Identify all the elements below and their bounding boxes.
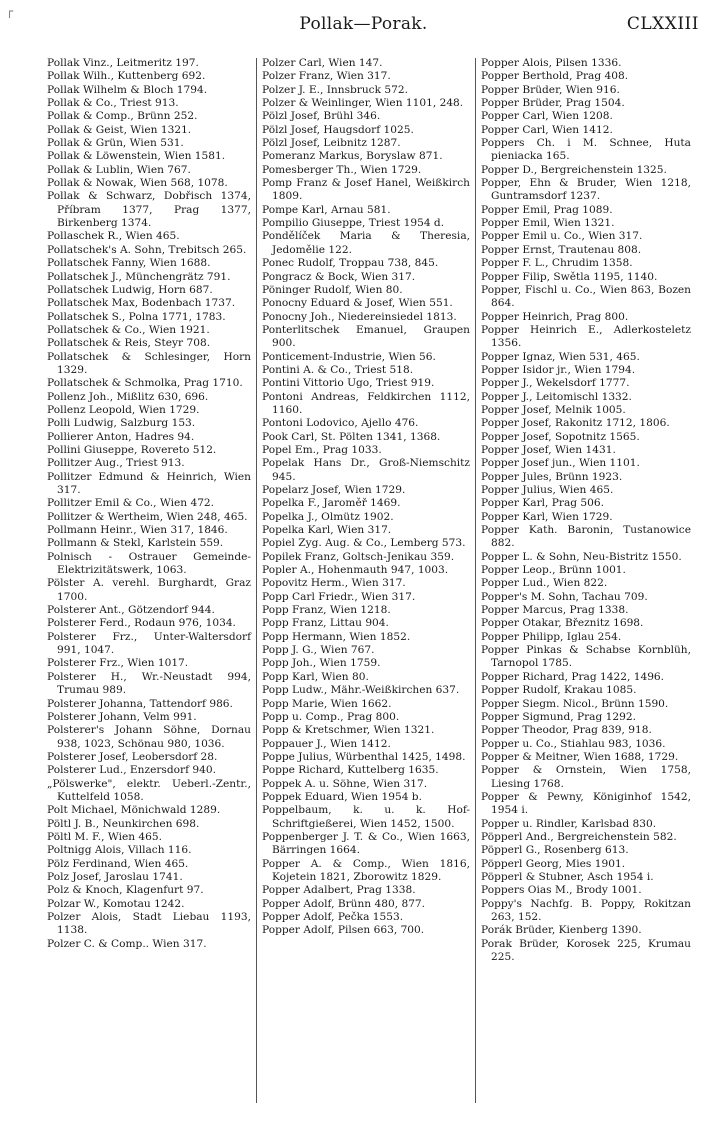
- directory-entry: Porák Brüder, Kienberg 1390.: [481, 924, 642, 937]
- directory-entry: Pomp Franz & Josef Hanel, Weißkirch 1809.: [262, 177, 470, 203]
- directory-entry: Pölzl Josef, Haugsdorf 1025.: [262, 123, 414, 136]
- directory-entry: „Pölswerke", elektr. Ueberl.-Zentr., Kuttelfeld 1058.: [47, 777, 251, 803]
- directory-entry: Ponocny Joh., Niedereinsiedel 1813.: [262, 310, 457, 323]
- directory-entry: Popper Emil, Prag 1089.: [481, 203, 613, 216]
- directory-entry: Popelka Karl, Wien 317.: [262, 524, 392, 537]
- directory-entry: Popper D., Bergreichenstein 1325.: [481, 163, 667, 176]
- directory-entry: Pompe Karl, Arnau 581.: [262, 203, 391, 216]
- directory-entry: Pollenz Joh., Mißlitz 630, 696.: [47, 390, 209, 403]
- directory-entry: Poltnigg Alois, Villach 116.: [47, 844, 192, 857]
- directory-entry: Popper Josef, Sopotnitz 1565.: [481, 430, 640, 443]
- directory-entry: Popper Carl, Wien 1208.: [481, 110, 613, 123]
- directory-entry: Pomeranz Markus, Boryslaw 871.: [262, 150, 443, 163]
- directory-entry: Popelka F., Jaroměř 1469.: [262, 497, 401, 510]
- directory-entry: Popper & Meitner, Wien 1688, 1729.: [481, 750, 679, 763]
- directory-entry: Poppe Richard, Kuttelberg 1635.: [262, 764, 439, 777]
- corner-mark: ┌: [6, 4, 14, 18]
- directory-entry: Poppe Julius, Würbenthal 1425, 1498.: [262, 750, 466, 763]
- column-left: [47, 57, 251, 951]
- directory-entry: Popper Lud., Wien 822.: [481, 577, 608, 590]
- directory-entry: Pollitzer Emil & Co., Wien 472.: [47, 497, 215, 510]
- directory-entry: Porak Brüder, Korosek 225, Krumau 225.: [481, 937, 691, 964]
- directory-entry: Polsterer Frz., Wien 1017.: [47, 657, 189, 670]
- directory-entry: Pollak & Co., Triest 913.: [47, 97, 179, 110]
- directory-entry: Ponocny Eduard & Josef, Wien 551.: [262, 297, 453, 310]
- directory-entry: Pöltl J. B., Neunkirchen 698.: [47, 817, 200, 830]
- directory-entry: Pollatschek Max, Bodenbach 1737.: [47, 297, 236, 310]
- directory-entry: Pollatschek Ludwig, Horn 687.: [47, 283, 213, 296]
- directory-entry: Popper, Ehn & Bruder, Wien 1218, Guntramsdorf 1237.: [481, 177, 691, 203]
- directory-entry: Popp Hermann, Wien 1852.: [262, 630, 411, 643]
- directory-entry: Popler A., Hohenmauth 947, 1003.: [262, 564, 449, 577]
- directory-entry: Polz Josef, Jaroslau 1741.: [47, 870, 183, 883]
- directory-entry: Popper Leop., Brünn 1001.: [481, 564, 626, 577]
- directory-entry: Polsterer Frz., Unter-Waltersdorf 991, 1047.: [47, 630, 251, 657]
- directory-entry: Popper Siegm. Nicol., Brünn 1590.: [481, 697, 669, 710]
- directory-entry: Polnisch - Ostrauer Gemeinde-Elektrizitätswerk, 1063.: [47, 550, 251, 577]
- column-divider: [256, 58, 257, 1103]
- directory-entry: Popper u. Rindler, Karlsbad 830.: [481, 817, 657, 830]
- directory-entry: Pölzl Josef, Leibnitz 1287.: [262, 137, 401, 150]
- directory-entry: Popper Alois, Pilsen 1336.: [481, 57, 622, 69]
- directory-entry: Pollak Wilh., Kuttenberg 692.: [47, 70, 206, 83]
- directory-entry: Pontini Vittorio Ugo, Triest 919.: [262, 377, 435, 390]
- directory-entry: Polsterer's Johann Söhne, Dornau 938, 1023, Schönau 980, 1036.: [47, 724, 251, 750]
- directory-entry: Polz & Knoch, Klagenfurt 97.: [47, 884, 204, 897]
- page-number: CLXXIII: [626, 14, 699, 34]
- directory-entry: Popper A. & Comp., Wien 1816, Kojetein 1821, Zborowitz 1829.: [262, 857, 470, 883]
- directory-entry: Popper F. L., Chrudim 1358.: [481, 257, 633, 270]
- directory-entry: Polsterer Lud., Enzersdorf 940.: [47, 764, 216, 777]
- directory-entry: Popper L. & Sohn, Neu-Bistritz 1550.: [481, 550, 682, 563]
- directory-entry: Pollak & Löwenstein, Wien 1581.: [47, 150, 226, 163]
- directory-entry: Popper Ernst, Trautenau 808.: [481, 243, 642, 256]
- directory-entry: Popper u. Co., Stiahlau 983, 1036.: [481, 737, 666, 750]
- directory-entry: Pondělíček Maria & Theresia, Jedomělie 122.: [262, 230, 470, 256]
- directory-entry: Polsterer Johanna, Tattendorf 986.: [47, 697, 233, 710]
- directory-entry: Pollmann Heinr., Wien 317, 1846.: [47, 524, 228, 537]
- directory-entry: Popp Joh., Wien 1759.: [262, 657, 381, 670]
- directory-entry: Popper Josef, Wien 1431.: [481, 443, 616, 456]
- directory-entry: Polsterer Ant., Götzendorf 944.: [47, 604, 215, 617]
- directory-entry: Popelarz Josef, Wien 1729.: [262, 484, 406, 496]
- directory-entry: Pongracz & Bock, Wien 317.: [262, 270, 416, 283]
- directory-entry: Popper Jules, Brünn 1923.: [481, 470, 623, 483]
- directory-entry: Popper Pinkas & Schabse Kornblüh, Tarnopol 1785.: [481, 644, 691, 670]
- directory-entry: Pollak & Grün, Wien 531.: [47, 137, 184, 150]
- directory-entry: Pomesberger Th., Wien 1729.: [262, 163, 422, 176]
- directory-entry: Popper & Pewny, Königinhof 1542, 1954 i.: [481, 790, 691, 817]
- directory-entry: Popp Franz, Wien 1218.: [262, 604, 391, 617]
- directory-entry: Popper Josef, Rakonitz 1712, 1806.: [481, 417, 670, 430]
- directory-entry: Pontoni Andreas, Feldkirchen 1112, 1160.: [262, 390, 470, 416]
- directory-entry: Pollak & Comp., Brünn 252.: [47, 110, 198, 123]
- directory-entry: Popper Adolf, Pečka 1553.: [262, 911, 404, 923]
- directory-entry: Popper Brüder, Wien 916.: [481, 83, 620, 96]
- directory-entry: Popp Ludw., Mähr.-Weißkirchen 637.: [262, 684, 460, 697]
- directory-entry: Popper Isidor jr., Wien 1794.: [481, 363, 636, 376]
- directory-entry: Popper Emil, Wien 1321.: [481, 217, 615, 230]
- directory-entry: Popelak Hans Dr., Groß-Niemschitz 945.: [262, 457, 470, 483]
- directory-entry: Popper Karl, Wien 1729.: [481, 510, 613, 523]
- column-middle: [262, 57, 470, 938]
- directory-entry: Popper Karl, Prag 506.: [481, 497, 605, 510]
- directory-entry: Pölster A. verehl. Burghardt, Graz 1700.: [47, 577, 251, 603]
- column-divider: [475, 58, 476, 1103]
- directory-entry: Popper Adolf, Pilsen 663, 700.: [262, 924, 425, 937]
- directory-entry: Popp Karl, Wien 80.: [262, 670, 369, 683]
- directory-entry: Popper Carl, Wien 1412.: [481, 123, 613, 136]
- directory-entry: Pölzl Josef, Brühl 346.: [262, 110, 381, 123]
- directory-entry: Pollitzer & Wertheim, Wien 248, 465.: [47, 510, 248, 523]
- directory-entry: Popp u. Comp., Prag 800.: [262, 710, 400, 723]
- directory-entry: Pompilio Giuseppe, Triest 1954 d.: [262, 217, 445, 230]
- directory-entry: Pollitzer Aug., Triest 913.: [47, 457, 185, 470]
- directory-entry: Popper Adolf, Brünn 480, 877.: [262, 897, 426, 910]
- directory-entry: Popp Franz, Littau 904.: [262, 617, 389, 630]
- directory-entry: Popper Theodor, Prag 839, 918.: [481, 724, 652, 737]
- directory-entry: Popper Philipp, Iglau 254.: [481, 630, 622, 643]
- directory-entry: Pollatschek & Reis, Steyr 708.: [47, 337, 211, 350]
- directory-entry: Poppauer J., Wien 1412.: [262, 737, 391, 750]
- directory-entry: Pollatschek & Schmolka, Prag 1710.: [47, 377, 243, 390]
- directory-entry: Pöpperl G., Rosenberg 613.: [481, 844, 629, 857]
- directory-entry: Popper Heinrich E., Adlerkosteletz 1356.: [481, 323, 691, 350]
- directory-entry: Pollaschek R., Wien 465.: [47, 230, 180, 243]
- directory-entry: Popper Marcus, Prag 1338.: [481, 604, 629, 617]
- directory-entry: Pontoni Lodovico, Ajello 476.: [262, 417, 419, 430]
- directory-entry: Polzer Franz, Wien 317.: [262, 70, 391, 83]
- page-title: Pollak—Porak.: [299, 14, 428, 34]
- directory-entry: Pöltl M. F., Wien 465.: [47, 830, 162, 843]
- directory-entry: Popp Carl Friedr., Wien 317.: [262, 590, 416, 603]
- directory-entry: Popper Heinrich, Prag 800.: [481, 310, 629, 323]
- directory-entry: Popel Em., Prag 1033.: [262, 443, 382, 456]
- directory-entry: Polzer Carl, Wien 147.: [262, 57, 383, 69]
- directory-entry: Ponterlitschek Emanuel, Graupen 900.: [262, 323, 470, 350]
- page-header: [0, 14, 727, 42]
- directory-entry: Pollatschek & Co., Wien 1921.: [47, 323, 210, 336]
- directory-entry: Pollak Wilhelm & Bloch 1794.: [47, 83, 208, 96]
- directory-entry: Popper Josef, Melnik 1005.: [481, 403, 626, 416]
- directory-entry: Pollenz Leopold, Wien 1729.: [47, 403, 200, 416]
- directory-entry: Popper, Fischl u. Co., Wien 863, Bozen 864.: [481, 283, 691, 310]
- directory-entry: Pollak & Nowak, Wien 568, 1078.: [47, 177, 228, 190]
- directory-entry: Popper Adalbert, Prag 1338.: [262, 884, 416, 897]
- directory-entry: Polzer J. E., Innsbruck 572.: [262, 83, 408, 96]
- directory-entry: Polzer Alois, Stadt Liebau 1193, 1138.: [47, 911, 251, 937]
- directory-entry: Polsterer Ferd., Rodaun 976, 1034.: [47, 617, 236, 630]
- directory-entry: Polsterer H., Wr.-Neustadt 994, Trumau 989.: [47, 670, 251, 697]
- directory-entry: Ponec Rudolf, Troppau 738, 845.: [262, 257, 439, 270]
- directory-entry: Polzer C. & Comp.. Wien 317.: [47, 937, 207, 950]
- directory-entry: Popper Josef jun., Wien 1101.: [481, 457, 640, 470]
- directory-entry: Pollatschek J., Münchengrätz 791.: [47, 270, 231, 283]
- directory-entry: Popper Julius, Wien 465.: [481, 484, 614, 496]
- directory-entry: Popper Ignaz, Wien 531, 465.: [481, 350, 640, 363]
- directory-entry: Popovitz Herm., Wien 317.: [262, 577, 406, 590]
- directory-entry: Pöpperl & Stubner, Asch 1954 i.: [481, 870, 654, 883]
- directory-entry: Pollatschek Fanny, Wien 1688.: [47, 257, 211, 270]
- directory-entry: Popper Berthold, Prag 408.: [481, 70, 629, 83]
- directory-entry: Pöpperl Georg, Mies 1901.: [481, 857, 626, 870]
- directory-entry: Popp & Kretschmer, Wien 1321.: [262, 724, 435, 737]
- directory-entry: Poppek Eduard, Wien 1954 b.: [262, 790, 422, 803]
- directory-entry: Ponticement-Industrie, Wien 56.: [262, 350, 436, 363]
- directory-entry: Poppenberger J. T. & Co., Wien 1663, Bärringen 1664.: [262, 830, 470, 857]
- column-right: [481, 57, 691, 964]
- directory-entry: Polt Michael, Mönichwald 1289.: [47, 804, 221, 817]
- directory-entry: Popp Marie, Wien 1662.: [262, 697, 392, 710]
- directory-entry: Popper & Ornstein, Wien 1758, Liesing 1768.: [481, 764, 691, 790]
- directory-entry: Pollak & Lublin, Wien 767.: [47, 163, 191, 176]
- directory-entry: Pollak Vinz., Leitmeritz 197.: [47, 57, 199, 69]
- directory-entry: Pollatschek & Schlesinger, Horn 1329.: [47, 350, 251, 376]
- directory-entry: Poppek A. u. Söhne, Wien 317.: [262, 777, 428, 790]
- directory-entry: Pöninger Rudolf, Wien 80.: [262, 283, 403, 296]
- directory-entry: Popelka J., Olmütz 1902.: [262, 510, 394, 523]
- directory-entry: Popp J. G., Wien 767.: [262, 644, 375, 657]
- directory-entry: Popper J., Wekelsdorf 1777.: [481, 377, 630, 390]
- directory-entry: Poppy's Nachfg. B. Poppy, Rokitzan 263, 152.: [481, 897, 691, 923]
- directory-entry: Poppelbaum, k. u. k. Hof-Schriftgießerei, Wien 1452, 1500.: [262, 804, 470, 830]
- directory-entry: Polzar W., Komotau 1242.: [47, 897, 185, 910]
- directory-entry: Popper's M. Sohn, Tachau 709.: [481, 590, 648, 603]
- directory-entry: Pollini Giuseppe, Rovereto 512.: [47, 443, 217, 456]
- directory-entry: Pollierer Anton, Hadres 94.: [47, 430, 195, 443]
- directory-entry: Popper Brüder, Prag 1504.: [481, 97, 625, 110]
- directory-entry: Poppers Oias M., Brody 1001.: [481, 884, 642, 897]
- directory-entry: Pontini A. & Co., Triest 518.: [262, 363, 414, 376]
- directory-entry: Popper Sigmund, Prag 1292.: [481, 710, 636, 723]
- directory-entry: Polli Ludwig, Salzburg 153.: [47, 417, 196, 430]
- directory-entry: Pöpperl And., Bergreichenstein 582.: [481, 830, 677, 843]
- directory-entry: Popiel Zyg. Aug. & Co., Lemberg 573.: [262, 537, 466, 550]
- directory-entry: Popper Emil u. Co., Wien 317.: [481, 230, 643, 243]
- directory-entry: Popilek Franz, Goltsch-Jenikau 359.: [262, 550, 455, 563]
- directory-entry: Polsterer Josef, Leobersdorf 28.: [47, 750, 218, 763]
- directory-entry: Pölz Ferdinand, Wien 465.: [47, 857, 189, 870]
- directory-entry: Popper J., Leitomischl 1332.: [481, 390, 632, 403]
- directory-entry: Pook Carl, St. Pölten 1341, 1368.: [262, 430, 441, 443]
- directory-entry: Pollatschek S., Polna 1771, 1783.: [47, 310, 226, 323]
- directory-entry: Popper Richard, Prag 1422, 1496.: [481, 670, 665, 683]
- directory-entry: Polzer & Weinlinger, Wien 1101, 248.: [262, 97, 464, 110]
- directory-entry: Pollak & Schwarz, Dobřisch 1374, Příbram 1377, Prag 1377, Birkenberg 1374.: [47, 190, 251, 230]
- directory-entry: Popper Filip, Swětla 1195, 1140.: [481, 270, 658, 283]
- directory-entry: Popper Kath. Baronin, Tustanowice 882.: [481, 524, 691, 550]
- directory-entry: Pollitzer Edmund & Heinrich, Wien 317.: [47, 470, 251, 496]
- directory-entry: Pollatschek's A. Sohn, Trebitsch 265.: [47, 243, 247, 256]
- directory-entry: Popper Rudolf, Krakau 1085.: [481, 684, 637, 697]
- directory-entry: Poppers Ch. i M. Schnee, Huta pieniacka 165.: [481, 137, 691, 163]
- directory-entry: Polsterer Johann, Velm 991.: [47, 710, 197, 723]
- directory-entry: Pollmann & Stekl, Karlstein 559.: [47, 537, 224, 550]
- directory-entry: Popper Otakar, Březnitz 1698.: [481, 617, 644, 630]
- directory-entry: Pollak & Geist, Wien 1321.: [47, 123, 192, 136]
